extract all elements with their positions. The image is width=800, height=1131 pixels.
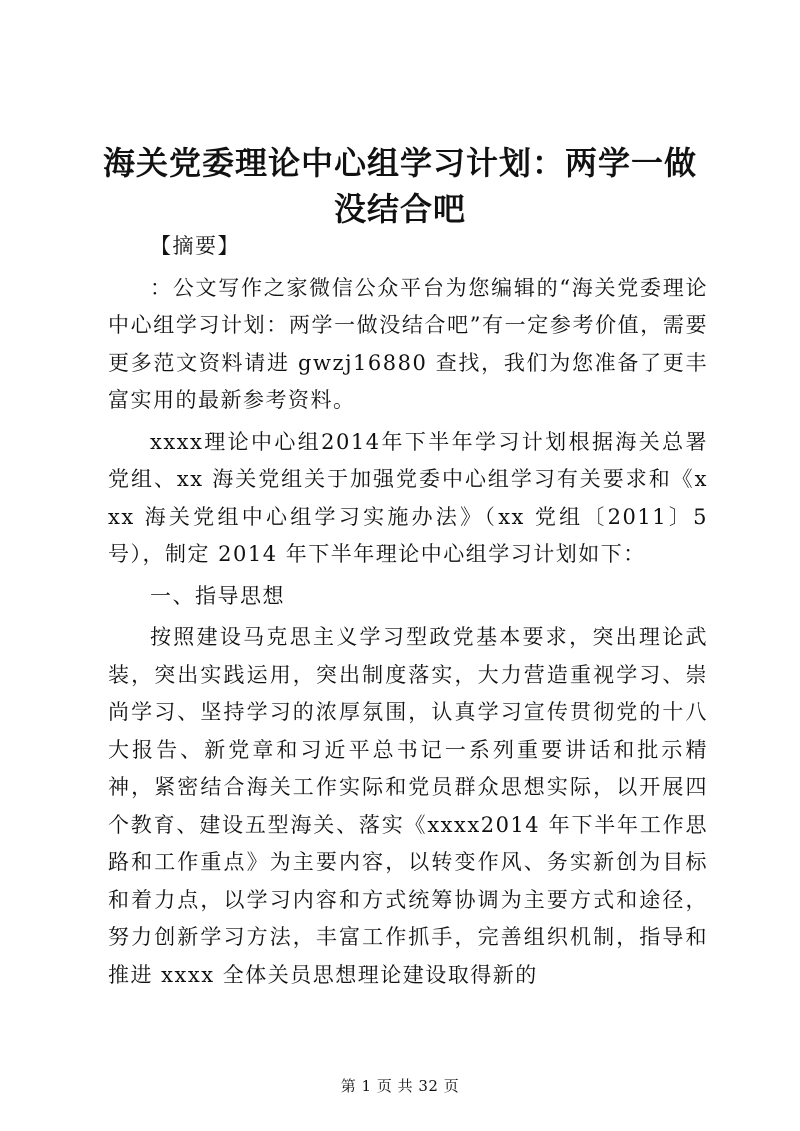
intro-paragraph: xxxx理论中心组2014年下半年学习计划根据海关总署党组、xx 海关党组关于加强党委中心组学习有关要求和《xxx 海关党组中心组学习实施办法》（xx 党组〔2011〕5 号），制定 2014 年下半年理论中心组学习计划如下： — [108, 429, 708, 566]
document-title: 海关党委理论中心组学习计划：两学一做没结合吧 — [102, 144, 697, 228]
abstract-paragraph: ：公文写作之家微信公众平台为您编辑的“海关党委理论中心组学习计划：两学一做没结合吧”有一定参考价值，需要更多范文资料请进 gwzj16880 查找，我们为您准备了更丰富实用的最新参考资料。 — [108, 275, 708, 412]
section-heading-guiding-thought: 一、指导思想 — [150, 583, 285, 608]
document-body — [108, 228, 708, 998]
abstract-label: 【摘要】 — [150, 234, 240, 258]
guiding-thought-paragraph: 按照建设马克思主义学习型政党基本要求，突出理论武装，突出实践运用，突出制度落实，大力营造重视学习、崇尚学习、坚持学习的浓厚氛围，认真学习宣传贯彻党的十八大报告、新党章和习近平总书记一系列重要讲话和批示精神，紧密结合海关工作实际和党员群众思想实际，以开展四个教育、建设五型海关、落实《xxxx2014 年下半年工作思路和工作重点》为主要内容，以转变作风、务实新创为目标和着力点，以学习内容和方式统筹协调为主要方式和途径，努力创新学习方法，丰富工作抓手，完善组织机制，指导和推进 xxxx 全体关员思想理论建设取得新的 — [108, 625, 708, 987]
page-number-footer: 第 1 页 共 32 页 — [340, 1077, 460, 1095]
